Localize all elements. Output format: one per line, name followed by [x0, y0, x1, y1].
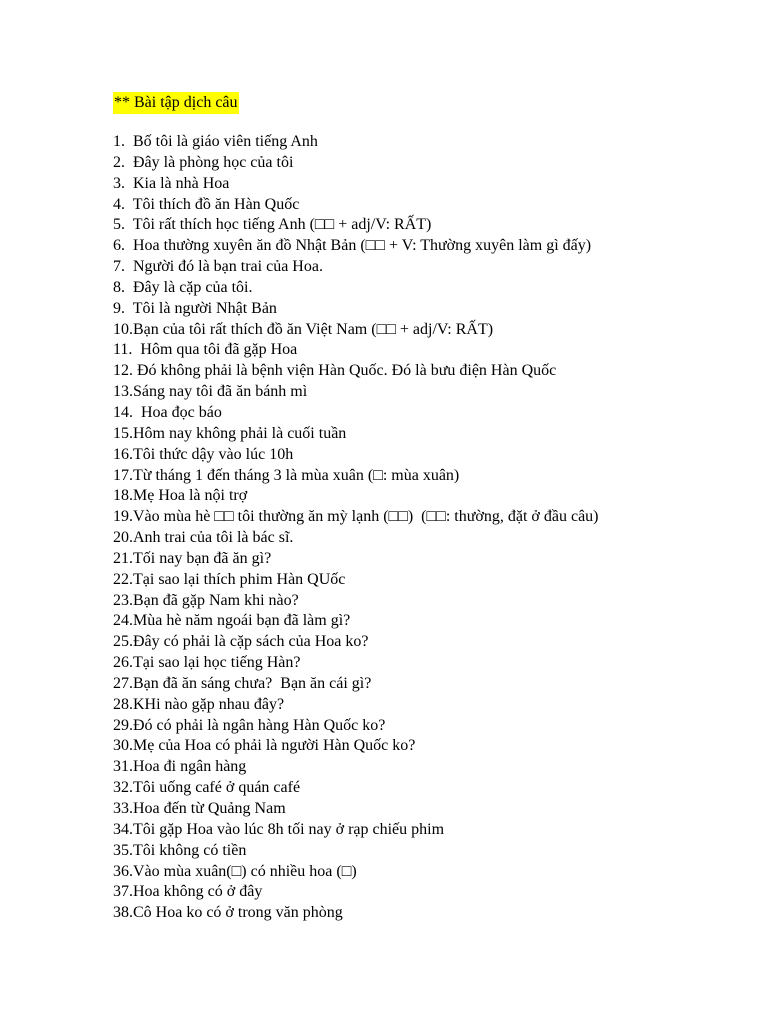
sentence-item: 26.Tại sao lại học tiếng Hàn?: [113, 654, 301, 672]
sentence-item: 36.Vào mùa xuân(□) có nhiều hoa (□): [113, 862, 357, 880]
sentence-item: 10.Bạn của tôi rất thích đồ ăn Việt Nam (□□ + adj/V: RẤT): [113, 320, 494, 338]
sentence-item: 1. Bố tôi là giáo viên tiếng Anh: [113, 133, 318, 150]
sentence-item: 33.Hoa đến từ Quảng Nam: [113, 800, 286, 817]
sentence-item: 17.Từ tháng 1 đến tháng 3 là mùa xuân (□: mùa xuân): [113, 466, 460, 484]
sentence-item: 16.Tôi thức dậy vào lúc 10h: [113, 445, 294, 463]
sentence-item: 38.Cô Hoa ko có ở trong văn phòng: [113, 904, 343, 922]
sentence-item: 34.Tôi gặp Hoa vào lúc 8h tối nay ở rạp chiếu phim: [113, 820, 445, 838]
sentence-list: [113, 132, 713, 924]
sentence-item: 32.Tôi uống café ở quán café: [113, 779, 301, 797]
sentence-item: 31.Hoa đi ngân hàng: [113, 758, 247, 776]
sentence-item: 13.Sáng nay tôi đã ăn bánh mì: [113, 383, 308, 401]
sentence-item: 6. Hoa thường xuyên ăn đồ Nhật Bản (□□ + V: Thường xuyên làm gì đấy): [113, 237, 592, 255]
sentence-item: 18.Mẹ Hoa là nội trợ: [113, 487, 248, 505]
sentence-item: 21.Tối nay bạn đã ăn gì?: [113, 549, 272, 567]
sentence-item: 24.Mùa hè năm ngoái bạn đã làm gì?: [113, 612, 351, 630]
sentence-item: 14. Hoa đọc báo: [113, 403, 222, 421]
sentence-item: 11. Hôm qua tôi đã gặp Hoa: [113, 341, 298, 359]
sentence-item: 25.Đây có phải là cặp sách của Hoa ko?: [113, 633, 369, 651]
sentence-item: 5. Tôi rất thích học tiếng Anh (□□ + adj/V: RẤT): [113, 216, 432, 234]
sentence-item: 9. Tôi là người Nhật Bản: [113, 299, 277, 317]
sentence-item: 8. Đây là cặp của tôi.: [113, 278, 253, 296]
sentence-item: 3. Kia là nhà Hoa: [113, 174, 230, 192]
sentence-item: 29.Đó có phải là ngân hàng Hàn Quốc ko?: [113, 716, 386, 734]
sentence-item: 15.Hôm nay không phải là cuối tuần: [113, 424, 347, 442]
exercise-heading: ** Bài tập dịch câu: [113, 92, 239, 114]
sentence-item: 37.Hoa không có ở đây: [113, 883, 263, 901]
sentence-item: 12. Đó không phải là bệnh viện Hàn Quốc. Đó là bưu điện Hàn Quốc: [113, 362, 557, 380]
sentence-item: 27.Bạn đã ăn sáng chưa? Bạn ăn cái gì?: [113, 674, 372, 692]
sentence-item: 20.Anh trai của tôi là bác sĩ.: [113, 529, 294, 547]
sentence-item: 30.Mẹ của Hoa có phải là người Hàn Quốc ko?: [113, 737, 416, 755]
sentence-item: 28.KHi nào gặp nhau đây?: [113, 695, 285, 713]
sentence-item: 7. Người đó là bạn trai của Hoa.: [113, 258, 323, 276]
sentence-item: 19.Vào mùa hè □□ tôi thường ăn mỳ lạnh (□□) (□□: thường, đặt ở đầu câu): [113, 508, 599, 526]
sentence-item: 2. Đây là phòng học của tôi: [113, 153, 294, 171]
sentence-item: 22.Tại sao lại thích phim Hàn QUốc: [113, 570, 346, 588]
sentence-item: 4. Tôi thích đồ ăn Hàn Quốc: [113, 195, 300, 213]
sentence-item: 23.Bạn đã gặp Nam khi nào?: [113, 591, 299, 609]
document-page: [113, 92, 713, 924]
sentence-item: 35.Tôi không có tiền: [113, 841, 247, 859]
